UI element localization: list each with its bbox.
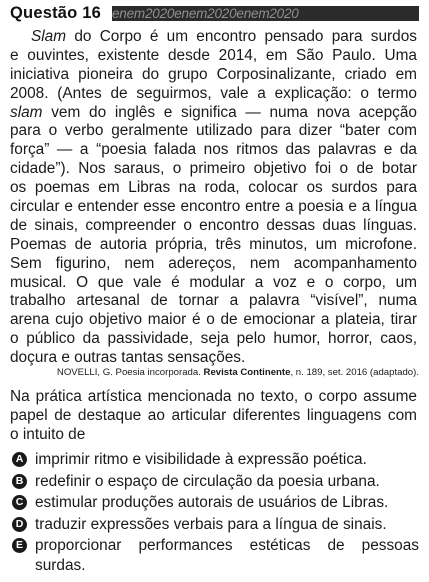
- option-letter-badge: E: [12, 538, 27, 553]
- option-c[interactable]: [10, 493, 419, 512]
- stem-line: papel de destaque ao articular diferentes linguagens com: [10, 407, 417, 424]
- option-text: imprimir ritmo e visibilidade à expressão poética.: [35, 451, 367, 468]
- passage-line: força” — a “poesia falada nos ritmos das palavras e da: [10, 141, 417, 159]
- passage-line: slam vem do inglês e significa — numa nova acepção: [10, 103, 417, 121]
- option-letter-badge: D: [12, 517, 27, 532]
- option-b[interactable]: [10, 472, 419, 491]
- option-text: proporcionar performances estéticas de pessoas surdas.: [35, 537, 419, 574]
- option-text: estimular produções autorais de usuários de Libras.: [35, 494, 389, 512]
- option-letter-badge: A: [12, 452, 27, 467]
- passage-line: circular e entender esse encontro entre a poesia e a língua: [10, 198, 417, 216]
- answer-options: [10, 450, 419, 577]
- passage-line: musical. O que vale é modular a voz e o corpo, um: [10, 273, 417, 291]
- passage-line: para o verbo geralmente utilizado para dizer “bater com: [10, 122, 417, 140]
- source-citation: NOVELLI, G. Poesia incorporada. Revista Continente, n. 189, set. 2016 (adaptado).: [56, 367, 419, 378]
- passage-line: de sinais, compreender o encontro dessas duas línguas.: [10, 216, 417, 234]
- passage-line: Sem figurino, nem adereços, nem acompanhamento: [10, 254, 417, 272]
- passage-line: Poemas de autoria própria, três minutos, um microfone.: [10, 235, 417, 253]
- passage-line: Slam do Corpo é um encontro pensado para surdos: [31, 28, 417, 45]
- passage-line: e ouvintes, existente desde 2014, em São Paulo. Uma: [10, 46, 417, 64]
- stem-line: Na prática artística mencionada no texto, o corpo assume: [10, 388, 417, 405]
- option-letter-badge: B: [12, 474, 27, 489]
- question-title: Questão 16: [10, 4, 101, 22]
- passage-line: arena cujo objetivo maior é o de emocionar a plateia, tirar: [10, 311, 417, 329]
- passage-line: o público da passividade, seja pelo humor, horror, caos,: [10, 330, 417, 348]
- question-header: [10, 3, 419, 23]
- option-a[interactable]: [10, 450, 419, 469]
- passage-line: cidade”). Nos saraus, o primeiro objetivo foi o de botar: [10, 160, 417, 178]
- passage-text: [10, 28, 417, 368]
- enem-banner: [112, 6, 419, 21]
- stem-line: o intuito de: [10, 426, 86, 443]
- option-d[interactable]: [10, 515, 419, 534]
- enem-banner-text: enem2020enem2020enem2020: [112, 6, 299, 21]
- passage-line: 2008. (Antes de seguirmos, vale a explicação: o termo: [10, 84, 417, 102]
- passage-line: iniciativa pioneira do grupo Corposinalizante, criado em: [10, 65, 417, 83]
- option-e[interactable]: [10, 536, 419, 574]
- source-journal: Revista Continente: [203, 367, 291, 378]
- passage-line: trabalho artesanal de tornar a palavra “visível”, numa: [10, 292, 417, 310]
- option-text: redefinir o espaço de circulação da poesia urbana.: [35, 472, 380, 490]
- question-stem: [10, 387, 417, 444]
- passage-line: os poemas em Libras na roda, colocar os surdos para: [10, 179, 417, 197]
- option-letter-badge: C: [12, 495, 27, 510]
- passage-line: doçura e outras tantas sensações.: [10, 349, 246, 367]
- option-text: traduzir expressões verbais para a língua de sinais.: [35, 515, 387, 533]
